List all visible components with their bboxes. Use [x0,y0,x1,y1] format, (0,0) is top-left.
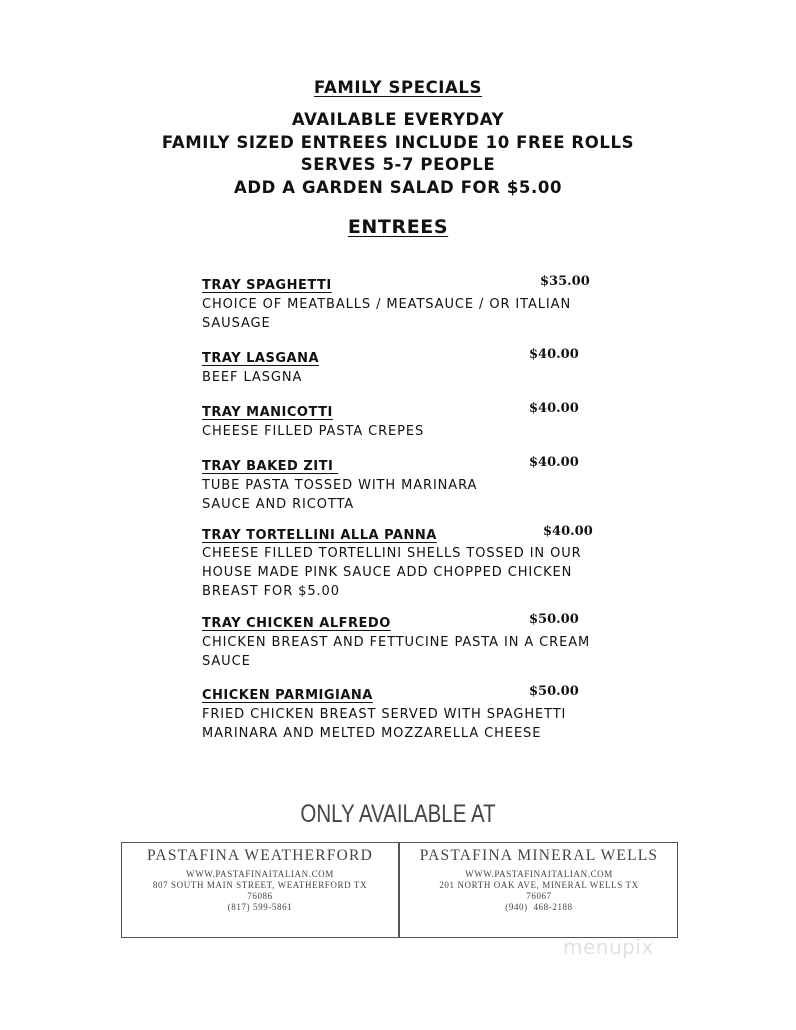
item-description: CHEESE FILLED TORTELLINI SHELLS TOSSED IN OUR HOUSE MADE PINK SAUCE ADD CHOPPED CHICKEN BREAST FOR $5.00 [202,546,582,599]
location-website[interactable]: WWW.PASTAFINAITALIAN.COM [465,869,613,879]
availability-line: AVAILABLE EVERYDAY [291,110,505,129]
item-price: $50.00 [529,612,579,627]
menu-item [202,524,592,601]
item-name: TRAY BAKED ZITI [202,459,339,474]
menu-item [202,455,579,514]
item-name: TRAY MANICOTTI [202,405,333,420]
menu-item [202,274,592,333]
item-description: CHOICE OF MEATBALLS / MEATSAUCE / OR ITALIAN SAUSAGE [202,297,572,331]
location-address: 807 SOUTH MAIN STREET, WEATHERFORD TX [152,880,368,890]
section-heading-entrees: ENTREES [347,216,449,238]
menu-item [202,401,592,441]
location-zip: 76086 [247,891,273,901]
location-website[interactable]: WWW.PASTAFINAITALIAN.COM [186,869,334,879]
menupix-watermark: menupix [563,935,654,959]
item-price: $40.00 [543,524,593,539]
location-phone: (940) 468-2188 [505,902,573,912]
location-mineral-wells [401,847,677,913]
item-price: $40.00 [529,455,579,470]
menu-item [202,684,592,743]
salad-line: ADD A GARDEN SALAD FOR $5.00 [233,178,563,197]
menu-item [202,347,592,387]
item-description: BEEF LASGNA [202,370,303,385]
location-name: PASTAFINA WEATHERFORD [147,847,373,864]
item-name: TRAY SPAGHETTI [202,278,332,293]
item-description: CHICKEN BREAST AND FETTUCINE PASTA IN A CREAM SAUCE [202,635,591,669]
item-name: TRAY CHICKEN ALFREDO [202,616,391,631]
menu-title: FAMILY SPECIALS [313,78,482,97]
location-address: 201 NORTH OAK AVE, MINERAL WELLS TX [439,880,639,890]
availability-heading: ONLY AVAILABLE AT [300,800,496,828]
location-weatherford [122,847,398,913]
serves-line: SERVES 5-7 PEOPLE [300,155,496,174]
item-price: $35.00 [540,274,590,289]
item-price: $50.00 [529,684,579,699]
item-description: FRIED CHICKEN BREAST SERVED WITH SPAGHETTI MARINARA AND MELTED MOZZARELLA CHEESE [202,707,567,741]
item-name: TRAY LASGANA [202,351,320,366]
item-price: $40.00 [529,347,579,362]
location-phone: (817) 599-5861 [227,902,293,912]
location-zip: 76067 [526,891,552,901]
location-name: PASTAFINA MINERAL WELLS [419,847,659,864]
box-divider [398,843,400,937]
menu-item [202,612,592,671]
item-description: CHEESE FILLED PASTA CREPES [202,424,425,439]
item-name: CHICKEN PARMIGIANA [202,688,373,703]
locations-box [121,842,678,938]
rolls-line: FAMILY SIZED ENTREES INCLUDE 10 FREE ROLLS [161,133,635,152]
item-name: TRAY TORTELLINI ALLA PANNA [202,528,437,543]
item-price: $40.00 [529,401,579,416]
item-description: TUBE PASTA TOSSED WITH MARINARA SAUCE AND RICOTTA [202,478,478,512]
